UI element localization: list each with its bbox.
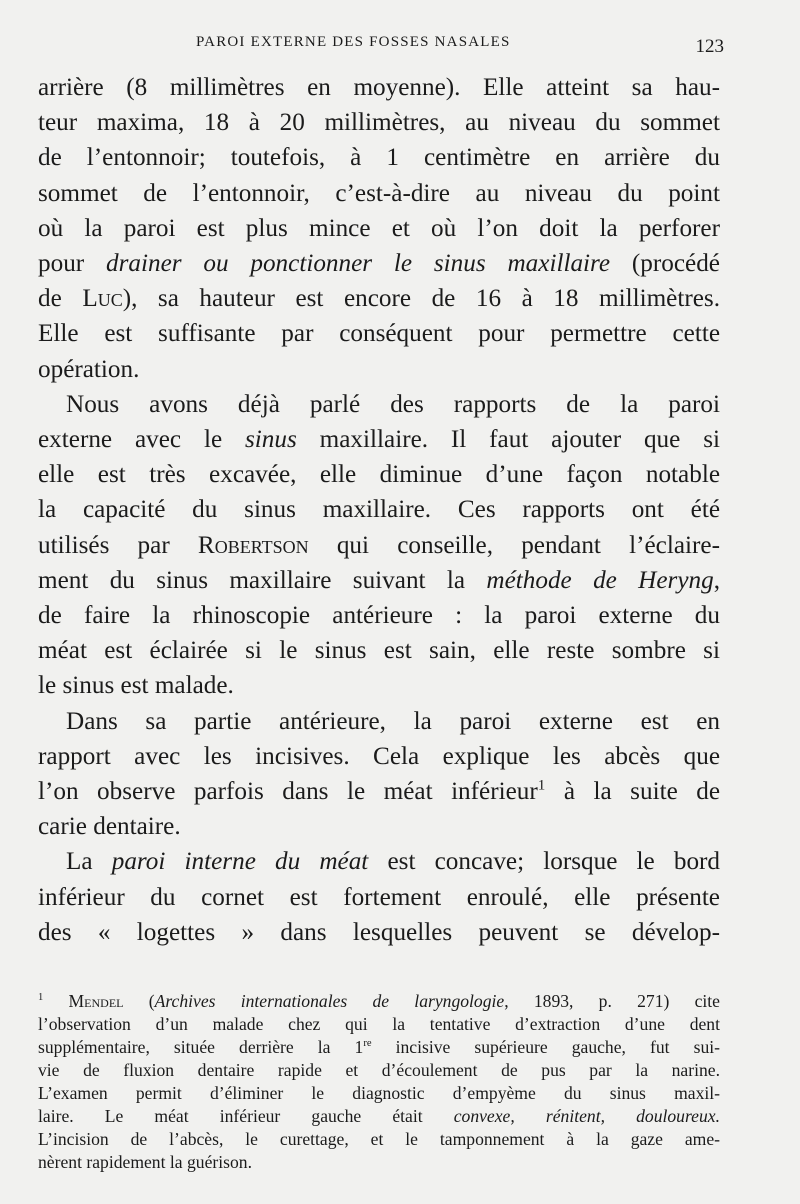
text-line: opération.	[38, 355, 140, 383]
text-run: ment du sinus maxillaire suivant la	[38, 566, 466, 594]
text-run: de	[38, 285, 62, 313]
footnote-line: vie de fluxion dentaire rapide et d’écoulement de pus par la narine.	[38, 1060, 720, 1080]
italic-emphasis: méthode de Heryng	[486, 566, 714, 594]
body-text	[38, 70, 720, 950]
text-line	[38, 281, 720, 316]
italic-emphasis: convexe, rénitent, douloureux.	[453, 1106, 720, 1126]
italic-emphasis: sinus	[245, 426, 297, 454]
italic-emphasis: drainer ou ponctionner le sinus maxillaire	[105, 250, 611, 278]
text-run: incisive supérieure gauche, fut sui-	[395, 1037, 720, 1057]
text-line	[38, 844, 720, 879]
running-title: PAROI EXTERNE DES FOSSES NASALES	[196, 34, 511, 50]
text-line	[38, 563, 720, 598]
text-run: est concave; lorsque le bord	[387, 848, 721, 876]
paragraph-3	[38, 704, 720, 845]
text-line: des « logettes » dans lesquelles peuvent se dévelop-	[38, 918, 720, 946]
text-run: maxillaire. Il faut ajouter que si	[319, 426, 720, 454]
text-line: méat est éclairée si le sinus est sain, elle reste sombre si	[38, 637, 720, 665]
footnote-line: l’observation d’un malade chez qui la tentative d’extraction d’une dent	[38, 1014, 720, 1034]
text-run: à la suite de	[563, 778, 721, 806]
text-run: externe avec le	[38, 426, 223, 454]
text-run: pour	[38, 250, 85, 278]
text-run: ,	[713, 566, 721, 594]
text-line: arrière (8 millimètres en moyenne). Elle atteint sa hau-	[38, 74, 720, 101]
text-run: (procédé	[631, 250, 720, 278]
paragraph-4	[38, 844, 720, 950]
footnote-line: L’examen permit d’éliminer le diagnostic d’empyème du sinus maxil-	[38, 1083, 720, 1103]
text-run: , 1893, p. 271) cite	[504, 991, 720, 1011]
text-run: La	[66, 848, 93, 876]
text-run: laire. Le méat inférieur gauche était	[38, 1106, 423, 1126]
text-line: où la paroi est plus mince et où l’on doit la perforer	[38, 214, 720, 242]
italic-emphasis: paroi interne du méat	[111, 848, 369, 876]
text-line: de l’entonnoir; toutefois, à 1 centimètre en arrière du	[38, 144, 720, 172]
text-run: supplémentaire, située derrière la 1	[38, 1037, 364, 1057]
text-run: ), sa hauteur est encore de 16 à 18 millimètres.	[122, 285, 721, 313]
text-line: Elle est suffisante par conséquent pour permettre cette	[38, 320, 720, 348]
author-name: Luc	[82, 285, 123, 313]
page-number: 123	[695, 36, 724, 57]
paragraph-2	[38, 387, 720, 704]
footnote	[38, 990, 720, 1174]
text-line: teur maxima, 18 à 20 millimètres, au niveau du sommet	[38, 109, 720, 137]
text-line: rapport avec les incisives. Cela explique les abcès que	[38, 742, 720, 770]
footnote-ref: 1	[537, 777, 546, 794]
text-line: de faire la rhinoscopie antérieure : la paroi externe du	[38, 602, 720, 630]
footnote-line	[38, 990, 720, 1013]
journal-title: Archives internationales de laryngologie	[154, 991, 505, 1011]
page-header	[38, 34, 724, 58]
footnote-line	[38, 1036, 720, 1059]
text-line: le sinus est malade.	[38, 672, 234, 700]
text-line	[38, 422, 720, 457]
text-line	[38, 246, 720, 281]
author-name: Mendel	[68, 991, 124, 1011]
ordinal-suffix: re	[363, 1038, 372, 1050]
text-line: sommet de l’entonnoir, c’est-à-dire au niveau du point	[38, 179, 720, 207]
text-line: inférieur du cornet est fortement enroulé, elle présente	[38, 883, 720, 911]
footnote-line	[38, 1105, 720, 1128]
text-line: la capacité du sinus maxillaire. Ces rapports ont été	[38, 496, 720, 524]
text-run: utilisés par	[38, 531, 170, 559]
footnote-marker: 1	[38, 992, 44, 1004]
text-run: qui conseille, pendant l’éclaire-	[336, 531, 720, 559]
text-line	[38, 528, 720, 563]
author-name: Robertson	[197, 531, 309, 559]
text-run: (	[148, 991, 155, 1011]
text-line: carie dentaire.	[38, 813, 181, 841]
text-run: l’on observe parfois dans le méat inférieur	[38, 778, 538, 806]
text-line: Nous avons déjà parlé des rapports de la paroi	[66, 390, 720, 418]
text-line: Dans sa partie antérieure, la paroi externe est en	[66, 707, 720, 735]
footnote-line: L’incision de l’abcès, le curettage, et le tamponnement à la gaze ame-	[38, 1129, 720, 1149]
footnote-line: nèrent rapidement la guérison.	[38, 1152, 252, 1172]
text-line	[38, 774, 720, 809]
paragraph-1	[38, 70, 720, 387]
text-line: elle est très excavée, elle diminue d’une façon notable	[38, 461, 720, 489]
